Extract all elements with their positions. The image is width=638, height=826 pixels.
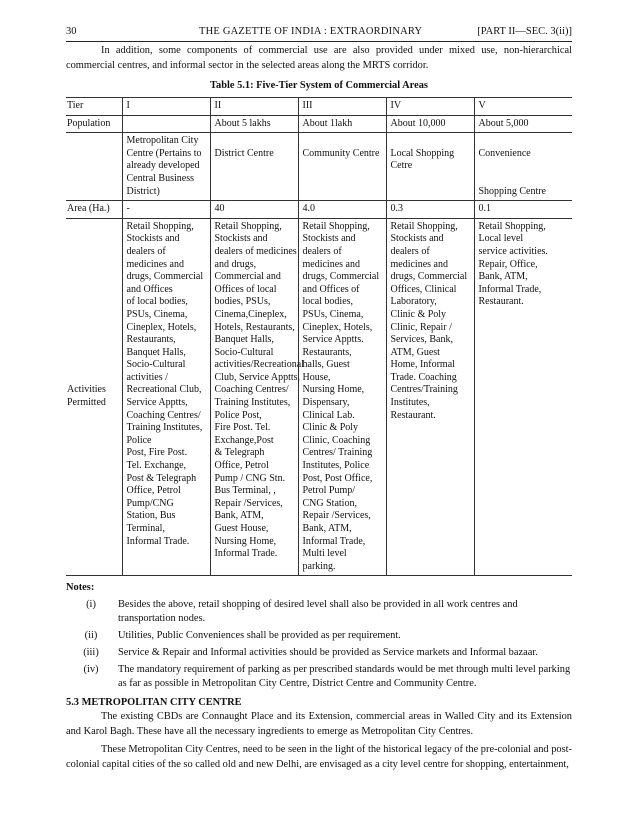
activity-line: Restaurants, <box>126 334 176 346</box>
activity-line: dealers of medicines <box>214 245 297 257</box>
activity-line: Clinic, Repair / <box>390 321 452 333</box>
activity-line: Banquet Halls, <box>126 346 186 358</box>
activities-cell <box>386 218 474 576</box>
activity-line: Informal Trade, <box>478 283 542 295</box>
activity-line: bodies, PSUs, <box>214 296 271 308</box>
activity-line: Retail Shopping, <box>214 220 282 232</box>
activity-line: Centres/Training <box>390 384 458 396</box>
activity-line: medicines and <box>390 258 448 270</box>
notes-heading: Notes: <box>66 582 95 594</box>
tier-label: Tier <box>66 98 122 116</box>
activity-line: CNG Station, <box>302 497 357 509</box>
area-row <box>66 201 572 219</box>
activity-line: Retail Shopping, <box>390 220 458 232</box>
activity-line: Coaching Centres/ <box>214 384 289 396</box>
note-item: (iv) The mandatory requirement of parking as per prescribed standards would be met through multi level parking as far as possible in Metropolitan City Centre, District Centre and Community Centre. <box>83 664 571 690</box>
activity-line: Tel. Exchange, <box>126 460 187 472</box>
activities-cell <box>474 218 572 576</box>
activity-line: Clinic, Coaching <box>302 434 371 446</box>
activity-line: Institutes, <box>390 397 430 409</box>
activity-line: Commercial and <box>214 271 281 283</box>
centre-name-cell: Local Shopping Cetre <box>390 147 455 172</box>
activity-line: Stockists and <box>302 233 356 245</box>
activity-line: Offices, Clinical <box>390 283 457 295</box>
activity-line: Office, Petrol <box>126 485 181 497</box>
activity-line: Cinema,Cineplex, <box>214 308 287 320</box>
activity-line: dealers of <box>126 245 166 257</box>
activity-line: Restaurants, <box>302 346 352 358</box>
population-cell: About 5,000 <box>474 115 572 133</box>
activity-line: Socio-Cultural <box>214 346 274 358</box>
activity-line: Pump/CNG <box>126 497 174 509</box>
activity-line: Repair, Office, <box>478 258 538 270</box>
activity-line: Service Apptts, <box>126 397 188 409</box>
table-caption: Table 5.1: Five-Tier System of Commercial Areas <box>210 80 428 91</box>
activity-line: and Offices <box>126 283 173 295</box>
population-label: Population <box>66 115 122 133</box>
activity-line: Stockists and <box>214 233 268 245</box>
area-cell: 0.1 <box>474 201 572 219</box>
activity-line: Recreational Club, <box>126 384 202 396</box>
activity-line: Services, Bank, <box>390 334 453 346</box>
area-cell: 0.3 <box>386 201 474 219</box>
activity-line: Offices of local <box>214 283 277 295</box>
activity-line: Fire Post. Tel. <box>214 422 271 434</box>
activity-line: Trade. Coaching <box>390 371 457 383</box>
activity-line: drugs, Commercial <box>126 271 204 283</box>
activities-cell <box>210 218 304 576</box>
activity-line: Petrol Pump/ <box>302 485 356 497</box>
activity-line: Nursing Home, <box>214 535 277 547</box>
activity-line: Police Post, <box>214 409 262 421</box>
activity-line: Retail Shopping, <box>302 220 370 232</box>
note-item: (i) Besides the above, retail shopping of desired level shall also be provided in all work centres and transportation nodes. <box>86 599 518 625</box>
area-cell: 40 <box>210 201 298 219</box>
activity-line: Club, Service Apptts, <box>214 371 301 383</box>
commercial-tier-table <box>66 97 572 576</box>
tier-cell: IV <box>386 98 474 116</box>
activity-line: parking. <box>302 560 336 572</box>
activity-line: medicines and <box>126 258 184 270</box>
activity-line: Retail Shopping, <box>126 220 194 232</box>
activity-line: Repair /Services, <box>302 510 371 522</box>
population-cell: About 1lakh <box>298 115 386 133</box>
gazette-title: THE GAZETTE OF INDIA : EXTRAORDINARY <box>199 26 423 37</box>
activity-line: Bank, ATM, <box>302 523 352 534</box>
activity-line: Socio-Cultural <box>126 359 186 371</box>
activity-line: activities/Recreational <box>214 359 304 371</box>
population-row <box>66 115 572 133</box>
activity-line: Informal Trade. <box>214 548 278 560</box>
activity-line: drugs, Commercial <box>390 271 468 283</box>
activity-line: Laboratory, <box>390 296 437 308</box>
activity-line: Repair /Services, <box>214 497 283 509</box>
intro-paragraph: In addition, some components of commercial use are also provided under mixed use, non-hierarchical commercial centres, and informal sector in the selected areas along the MRTS corridor. <box>66 45 572 71</box>
activity-line: of local bodies, <box>126 296 188 308</box>
activities-label: Activities Permitted <box>66 218 122 576</box>
activity-line: and drugs, <box>214 258 257 270</box>
section-heading: 5.3 METROPOLITAN CITY CENTRE <box>66 697 242 709</box>
activity-line: Institutes, Police <box>302 460 370 472</box>
activity-line: Post & Telegraph <box>126 472 197 484</box>
activity-line: Multi level <box>302 548 347 560</box>
notes-list <box>66 598 572 691</box>
activity-line: Informal Trade. <box>126 535 190 547</box>
activity-line: Restaurant. <box>390 409 436 421</box>
activity-line: Home, Informal <box>390 359 455 371</box>
activities-row <box>66 218 572 576</box>
gazette-page <box>66 26 572 772</box>
activity-line: Clinic & Poly <box>390 308 447 320</box>
activity-line: Training Institutes, <box>214 397 291 409</box>
activity-line: service activities. <box>478 245 548 257</box>
activity-line: Stockists and <box>126 233 180 245</box>
activity-line: halls, Guest <box>302 359 350 371</box>
activity-line: Service Apptts. <box>302 334 364 346</box>
activity-line: Guest House, <box>214 523 269 534</box>
activity-line: Police <box>126 434 152 446</box>
activity-line: Training Institutes, <box>126 422 203 434</box>
activity-line: Coaching Centres/ <box>126 409 201 421</box>
area-cell: - <box>122 201 210 219</box>
area-cell: 4.0 <box>298 201 386 219</box>
population-cell <box>122 115 210 133</box>
activity-line: & Telegraph <box>214 447 265 459</box>
header-rule <box>66 41 572 42</box>
activity-line: Post, Fire Post. <box>126 447 188 459</box>
centre-name-cell: Community Centre <box>302 147 380 159</box>
activities-cell <box>122 218 210 576</box>
activity-line: ATM, Guest <box>390 346 440 358</box>
activity-line: medicines and <box>302 258 360 270</box>
activity-line: Exchange,Post <box>214 434 274 446</box>
centre-name-cell: Shopping Centre <box>478 185 546 197</box>
activity-line: Hotels, Restaurants, <box>214 321 295 333</box>
activity-line: Bank, ATM, <box>478 271 528 283</box>
section-paragraph: These Metropolitan City Centres, need to be seen in the light of the historical legacy of the pre-colonial and post-colonial capital cities of the so called old and new Delhi, are envisaged as a city level centre for shopping, entertainment, <box>66 744 572 770</box>
activity-line: Restaurant. <box>478 296 524 308</box>
tier-row <box>66 98 572 116</box>
activity-line: Terminal, <box>126 523 165 534</box>
tier-cell: III <box>298 98 386 116</box>
activity-line: drugs, Commercial <box>302 271 380 283</box>
centre-name-cell: District Centre <box>214 147 274 159</box>
activity-line: Banquet Halls, <box>214 334 274 346</box>
activity-line: Clinic & Poly <box>302 422 359 434</box>
activity-line: Clinical Lab. <box>302 409 355 421</box>
part-section: [PART II—SEC. 3(ii)] <box>477 26 572 37</box>
activity-line: House, <box>302 371 331 383</box>
centre-name-cell: Convenience <box>478 147 531 159</box>
activity-line: Office, Petrol <box>214 460 269 472</box>
centre-name-row <box>66 133 572 201</box>
activity-line: local bodies, <box>302 296 354 308</box>
running-header <box>66 26 572 44</box>
activity-line: dealers of <box>302 245 342 257</box>
activity-line: Local level <box>478 233 524 245</box>
activity-line: Post, Post Office, <box>302 472 373 484</box>
activity-line: Station, Bus <box>126 510 176 522</box>
population-cell: About 10,000 <box>386 115 474 133</box>
tier-cell: V <box>474 98 572 116</box>
activity-line: Nursing Home, <box>302 384 365 396</box>
population-cell: About 5 lakhs <box>210 115 298 133</box>
note-item: (iii) Service & Repair and Informal activities should be provided as Service markets and Informal bazaar. <box>83 647 538 659</box>
activity-line: dealers of <box>390 245 430 257</box>
activity-line: Bank, ATM, <box>214 510 264 522</box>
activity-line: PSUs, Cinema, <box>126 308 188 320</box>
activity-line: and Offices of <box>302 283 360 295</box>
activities-cell <box>298 218 386 576</box>
area-label: Area (Ha.) <box>66 201 122 219</box>
activity-line: Dispensary, <box>302 397 350 409</box>
section-paragraph: The existing CBDs are Connaught Place and its Extension, commercial areas in Walled City and its Extension and Karol Bagh. These have all the necessary ingredients to emerge as Metropolitan City Centres. <box>66 711 572 737</box>
note-item: (ii) Utilities, Public Conveniences shall be provided as per requirement. <box>84 630 401 642</box>
activity-line: Cineplex, Hotels, <box>126 321 197 333</box>
activity-line: Cineplex, Hotels, <box>302 321 373 333</box>
activity-line: PSUs, Cinema, <box>302 308 364 320</box>
tier-cell: II <box>210 98 298 116</box>
tier-cell: I <box>122 98 210 116</box>
activity-line: Retail Shopping, <box>478 220 546 232</box>
centre-name-cell: Metropolitan City Centre (Pertains to already developed Central Business District) <box>122 133 210 201</box>
page-number: 30 <box>66 26 77 37</box>
activity-line: Stockists and <box>390 233 444 245</box>
activity-line: Centres/ Training <box>302 447 373 459</box>
activity-line: Pump / CNG Stn. <box>214 472 286 484</box>
activity-line: Bus Terminal, , <box>214 485 276 497</box>
activity-line: activities / <box>126 371 168 383</box>
activity-line: Informal Trade, <box>302 535 366 547</box>
